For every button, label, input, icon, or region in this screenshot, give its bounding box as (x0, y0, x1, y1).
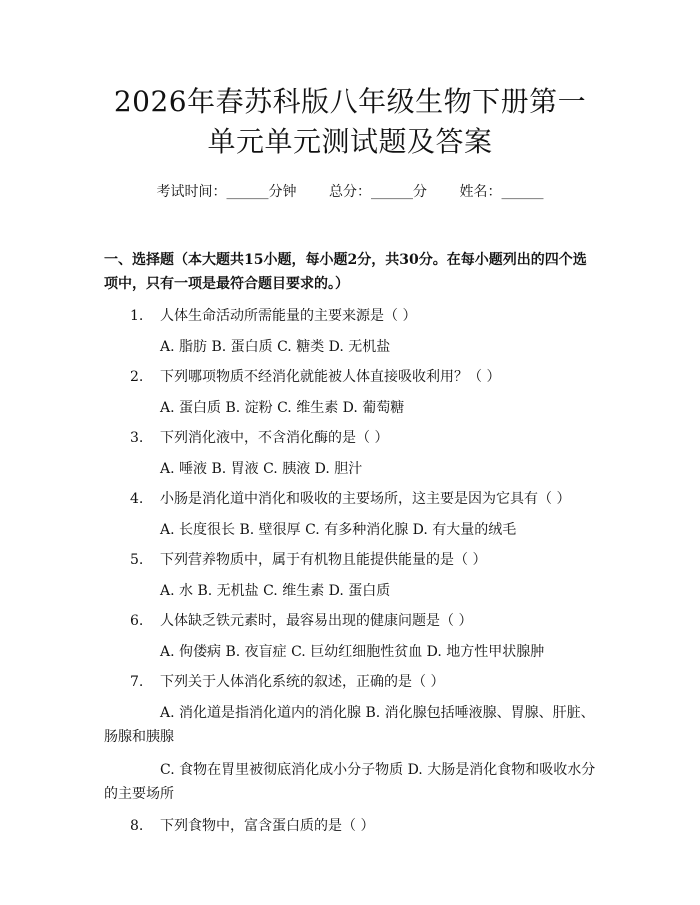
question-text: 下列消化液中，不含消化酶的是（ ） (160, 430, 389, 446)
total-score: 总分：______分 (329, 184, 427, 200)
question-text: 下列关于人体消化系统的叙述，正确的是（ ） (160, 674, 445, 690)
section-heading: 一、选择题（本大题共15小题，每小题2分，共30分。在每小题列出的四个选项中，只有一项是最符合题目要求的。） (104, 252, 587, 292)
question-list (104, 306, 596, 836)
question-stem (104, 428, 596, 448)
question-options: A. 消化道是指消化道内的消化腺 B. 消化腺包括唾液腺、胃腺、肝脏、肠腺和胰腺 (104, 705, 595, 745)
student-name: 姓名：______ (459, 184, 544, 200)
question-item (104, 816, 596, 836)
question-stem (104, 367, 596, 387)
question-stem (104, 816, 596, 836)
question-number: 7. (130, 674, 144, 690)
question-stem (104, 672, 596, 692)
question-options: C. 食物在胃里被彻底消化成小分子物质 D. 大肠是消化食物和吸收水分的主要场所 (104, 762, 596, 802)
question-text: 人体生命活动所需能量的主要来源是（ ） (160, 308, 417, 324)
question-item (104, 550, 596, 601)
question-text: 小肠是消化道中消化和吸收的主要场所，这主要是因为它具有（ ） (160, 491, 571, 507)
exam-meta (104, 182, 596, 202)
question-number: 8. (130, 818, 144, 834)
question-options: A. 蛋白质 B. 淀粉 C. 维生素 D. 葡萄糖 (160, 400, 405, 416)
question-options: A. 唾液 B. 胃液 C. 胰液 D. 胆汁 (160, 461, 363, 477)
question-item (104, 611, 596, 662)
question-options: A. 脂肪 B. 蛋白质 C. 糖类 D. 无机盐 (160, 339, 391, 355)
question-item (104, 428, 596, 479)
exam-time: 考试时间：______分钟 (156, 184, 297, 200)
question-number: 5. (130, 552, 144, 568)
question-number: 6. (130, 613, 144, 629)
question-item (104, 306, 596, 357)
document-title: 2026年春苏科版八年级生物下册第一单元单元测试题及答案 (113, 85, 587, 158)
question-number: 2. (130, 369, 144, 385)
question-item (104, 672, 596, 806)
question-stem (104, 550, 596, 570)
question-item (104, 367, 596, 418)
question-options: A. 长度很长 B. 壁很厚 C. 有多种消化腺 D. 有大量的绒毛 (160, 522, 517, 538)
question-number: 4. (130, 491, 144, 507)
question-text: 下列哪项物质不经消化就能被人体直接吸收利用？（ ） (160, 369, 501, 385)
question-options: A. 水 B. 无机盐 C. 维生素 D. 蛋白质 (160, 583, 391, 599)
question-text: 人体缺乏铁元素时，最容易出现的健康问题是（ ） (160, 613, 473, 629)
question-number: 3. (130, 430, 144, 446)
question-stem (104, 611, 596, 631)
question-text: 下列营养物质中，属于有机物且能提供能量的是（ ） (160, 552, 487, 568)
question-item (104, 489, 596, 540)
question-number: 1. (130, 308, 144, 324)
question-options: A. 佝偻病 B. 夜盲症 C. 巨幼红细胞性贫血 D. 地方性甲状腺肿 (160, 644, 545, 660)
question-stem (104, 306, 596, 326)
question-stem (104, 489, 596, 509)
question-text: 下列食物中，富含蛋白质的是（ ） (160, 818, 375, 834)
